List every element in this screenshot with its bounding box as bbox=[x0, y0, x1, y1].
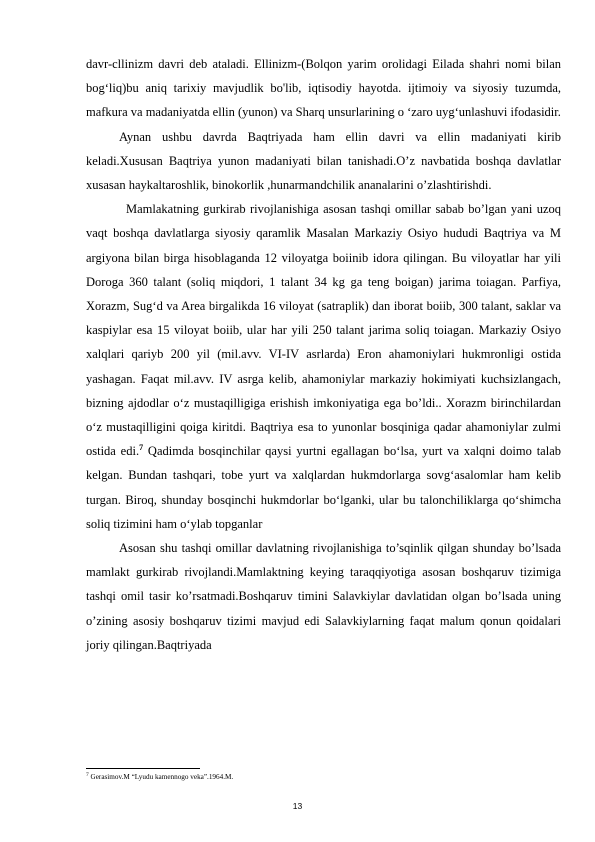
footnote bbox=[86, 772, 233, 782]
paragraph-4: Asosan shu tashqi omillar davlatning rivojlanishiga to’sqinlik qilgan shunday bo’lsada mamlakt gurkirab rivojlandi.Mamlaktning keying taraqqiyotiga asosan boshqaruv tizimiga tashqi omil tasir ko’rsatmadi.Boshqaruv timini Salavkiylar davlatidan olgan bo’lsada uning o’zining asosiy boshqaruv tizimi mavjud edi Salavkiylarning faqat malum qonun qoidalari joriy qilingan.Baqtriyada bbox=[86, 541, 561, 652]
paragraph-3 bbox=[86, 197, 561, 536]
footnote-divider bbox=[86, 768, 200, 769]
footnote-reference[interactable]: 7 bbox=[139, 443, 144, 453]
paragraph-3-text-after: Qadimda bosqinchilar qaysi yurtni egallagan bo‘lsa, yurt va xalqni doimo talab kelgan. Bundan tashqari, tobe yurt va xalqlardan hukmdorlarga sovg‘asalomlar ham kelib turgan. Biroq, shunday bosqinchi hukmdorlar bo‘lganki, ular bu talonchiliklarga qo‘shimcha soliq tizimini ham o‘ylab topganlar bbox=[86, 444, 561, 531]
page-body bbox=[86, 52, 561, 657]
paragraph-3-text-before: Mamlakatning gurkirab rivojlanishiga asosan tashqi omillar sabab bo’lgan yani uzoq vaqt boshqa davlatlarga siyosiy qaramlik Masalan Markaziy Osiyo hududi Baqtriya va M argiyona bilan birga hisoblaganda 12 viloyatga boiinib idora qilingan. Bu viloyatlar har yili Doroga 360 talant (soliq miqdori, 1 talant 34 kg ga teng boigan) jarima toiagan. Parfiya, Xorazm, Sug‘d va Area birgalikda 16 viloyat (satraplik) dan iborat boiib, 300 talant, saklar va kaspiylar esa 15 viloyat boiib, ular har yili 250 talant jarima soliq toiagan. Markaziy Osiyo xalqlari qariyb 200 yil (mil.avv. VI-IV asrlarda) Eron ahamoniylari hukmronligi ostida yashagan. Faqat mil.avv. IV asrga kelib, ahamoniylar markaziy hokimiyati kuchsizlangach, bizning ajdodlar o‘z mustaqilligiga erishish imkoniyatiga ega bo’ldi.. Xorazm birinchilardan o‘z mustaqilligini qoiga kiritdi. Baqtriya esa to yunonlar bosqiniga qadar ahamoniylar zulmi ostida edi. bbox=[86, 202, 561, 459]
page-number: 13 bbox=[292, 801, 303, 811]
paragraph-2: Aynan ushbu davrda Baqtriyada ham ellin davri va ellin madaniyati kirib keladi.Xususan Baqtriya yunon madaniyati bilan tanishadi.O’z navbatida boshqa davlatlar xusasan haykaltaroshlik, binokorlik ,hunarmandchilik ananalarini o’zlashtirishdi. bbox=[86, 129, 561, 193]
paragraph-1: davr-cllinizm davri deb ataladi. Ellinizm-(Bolqon yarim orolidagi Eilada shahri nomi bilan bog‘liq)bu aniq tarixiy mavjudlik bo'lib, iqtisodiy hayotda. ijtimoiy va siyosiy tuzumda, mafkura va madaniyatda ellin (yunon) va Sharq unsurlarining o ‘zaro uyg‘unlashuvi ifodasidir. bbox=[86, 57, 561, 120]
footnote-number: 7 bbox=[86, 772, 89, 778]
footnote-text: Gerasimov.M “Lyudu kamennogo veka”.1964.M. bbox=[88, 773, 234, 781]
